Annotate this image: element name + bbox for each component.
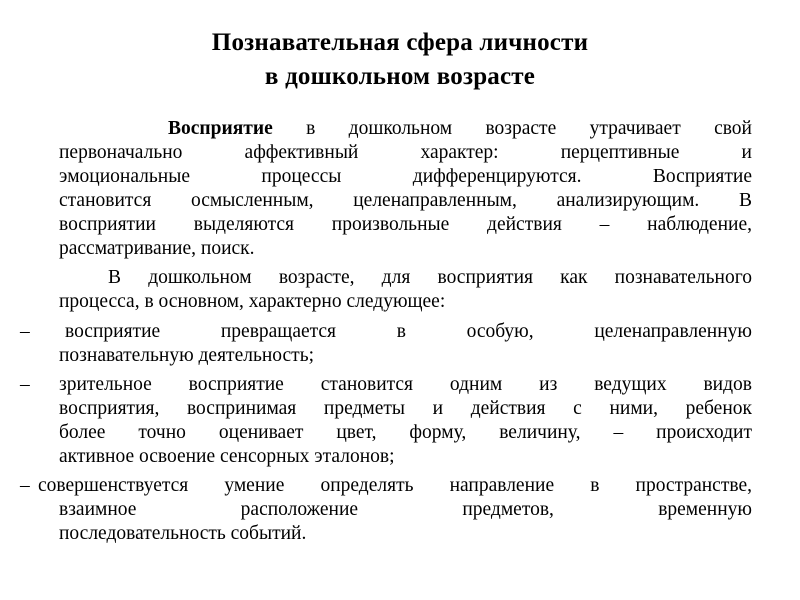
list-item-line: зрительное восприятие становится одним из ведущих видов [59,374,752,395]
list-item-line: последовательность событий. [59,523,307,544]
paragraph-line: становится осмысленным, целенаправленным, анализирующим. В [59,190,752,211]
slide-title-line-2: в дошкольном возрасте [264,63,536,90]
list-item-line: восприятие превращается в особую, целенаправленную [65,321,752,342]
list-item-line: активное освоение сенсорных эталонов; [59,446,395,467]
paragraph-line: первоначально аффективный характер: перцептивные и [59,142,752,163]
slide-title-line-1: Познавательная сфера личности [211,29,589,56]
list-item-line: познавательную деятельность; [59,345,315,366]
paragraph-line: В дошкольном возрасте, для восприятия как познавательного [108,267,752,288]
dash-bullet-icon: – [20,321,30,342]
paragraph-line: эмоциональные процессы дифференцируются. Восприятие [59,166,752,187]
list-item-line: взаимное расположение предметов, временную [59,499,752,520]
paragraph-line: рассматривание, поиск. [59,238,255,259]
list-item-line: более точно оценивает цвет, форму, величину, – происходит [59,422,752,443]
paragraph-line: процесса, в основном, характерно следующее: [59,291,446,312]
paragraph-line: Восприятие в дошкольном возрасте утрачивает свой [168,118,752,139]
paragraph-line: восприятии выделяются произвольные действия – наблюдение, [59,214,752,235]
list-item-line: восприятия, воспринимая предметы и действия с ними, ребенок [59,398,752,419]
bold-term: Восприятие [168,118,273,139]
dash-bullet-icon: – [20,475,30,496]
list-item-line: совершенствуется умение определять направление в пространстве, [38,475,752,496]
dash-bullet-icon: – [20,374,30,395]
